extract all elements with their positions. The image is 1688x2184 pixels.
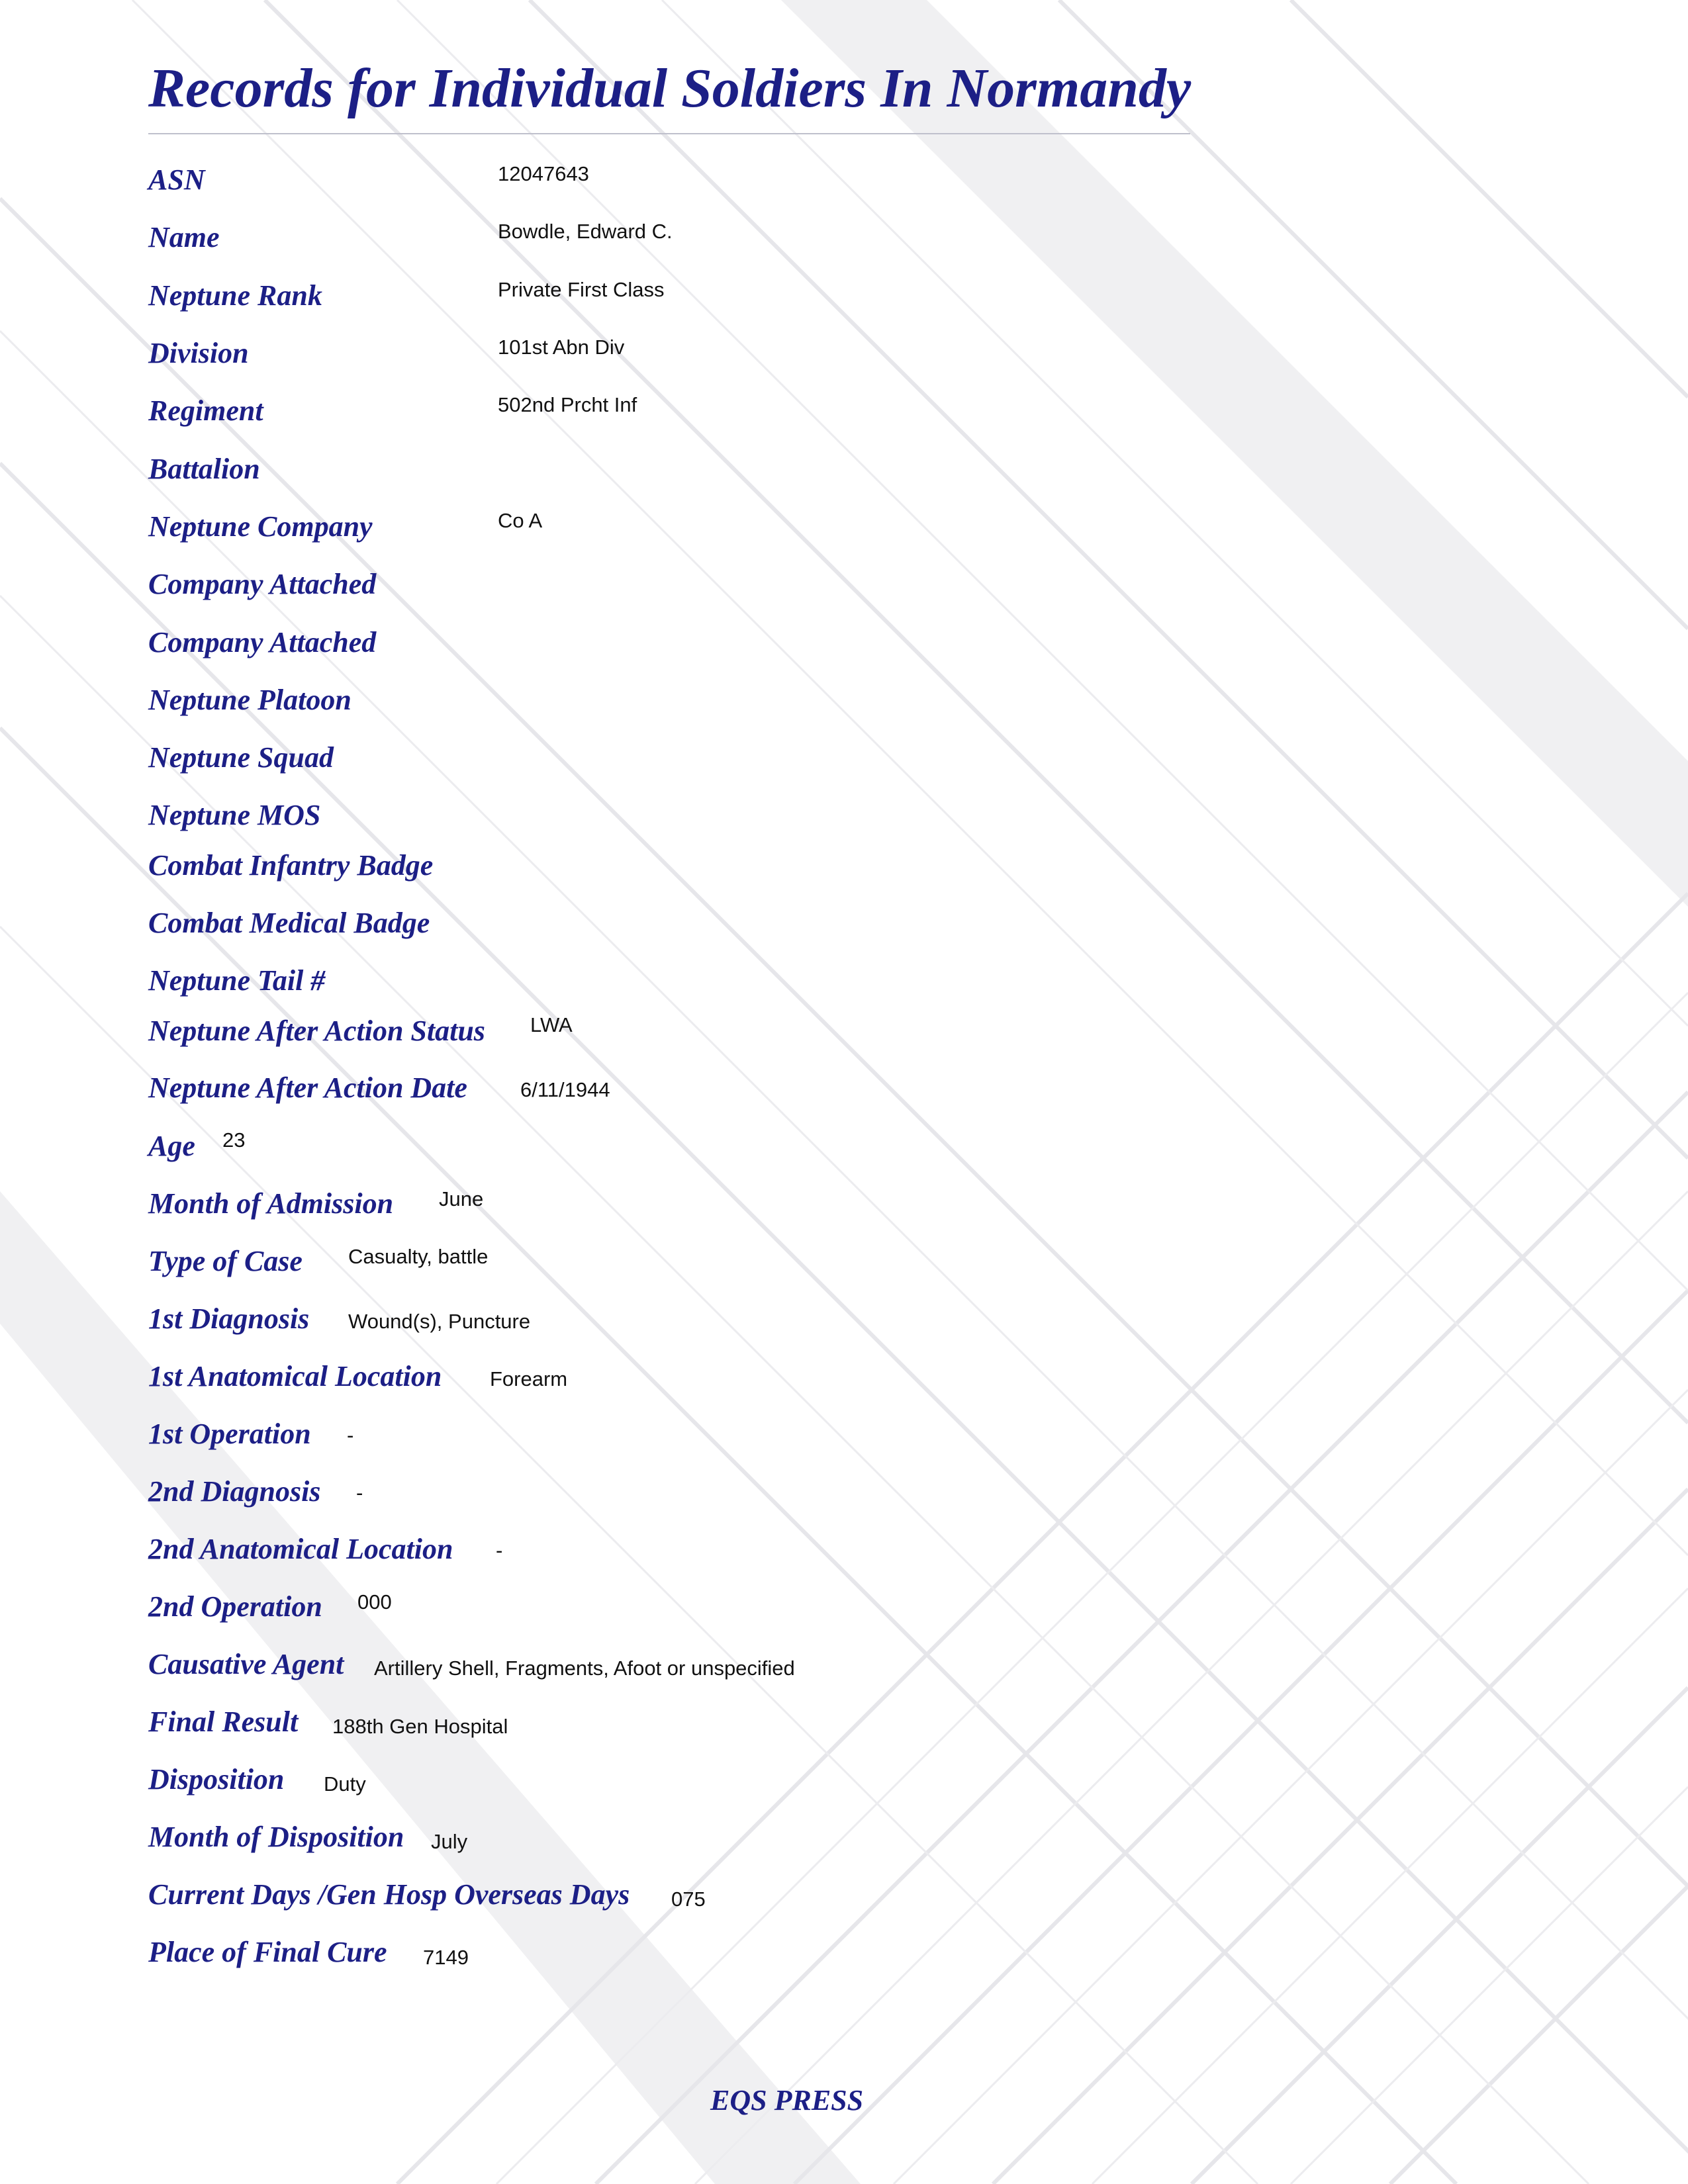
- field-value: 075: [671, 1888, 706, 1911]
- field-label: Current Days /Gen Hosp Overseas Days: [148, 1878, 630, 1911]
- field-label: 1st Anatomical Location: [148, 1360, 442, 1392]
- title-divider: [148, 133, 1190, 134]
- field-value: -: [347, 1424, 354, 1447]
- field-label: Neptune Squad: [148, 741, 334, 774]
- field-label: Regiment: [148, 394, 263, 427]
- field-label: Place of Final Cure: [148, 1936, 387, 1968]
- field-value: 23: [222, 1128, 246, 1152]
- field-value: Artillery Shell, Fragments, Afoot or unspecified: [374, 1657, 795, 1680]
- field-label: Neptune Rank: [148, 279, 322, 312]
- field-label: 1st Operation: [148, 1418, 311, 1450]
- field-label: Neptune Platoon: [148, 684, 352, 716]
- field-value: 12047643: [498, 162, 589, 185]
- field-value: June: [439, 1187, 484, 1210]
- footer-publisher: EQS PRESS: [710, 2084, 864, 2116]
- field-label: Type of Case: [148, 1245, 303, 1277]
- field-value: 188th Gen Hospital: [332, 1715, 508, 1738]
- field-label: Age: [148, 1130, 195, 1162]
- field-label: 1st Diagnosis: [148, 1302, 310, 1335]
- field-value: Wound(s), Puncture: [348, 1310, 531, 1333]
- field-label: Neptune Tail #: [148, 964, 326, 997]
- field-label: Neptune MOS: [148, 799, 321, 831]
- field-label: 2nd Operation: [148, 1590, 322, 1623]
- field-value: 502nd Prcht Inf: [498, 393, 637, 416]
- field-value: Co A: [498, 509, 543, 532]
- field-label: Neptune After Action Date: [148, 1071, 467, 1104]
- field-value: July: [431, 1830, 468, 1853]
- field-label: Month of Disposition: [148, 1821, 404, 1853]
- field-label: Combat Infantry Badge: [148, 849, 434, 882]
- field-label: Final Result: [148, 1706, 299, 1738]
- field-label: Division: [148, 337, 249, 369]
- field-value: 6/11/1944: [520, 1078, 610, 1101]
- field-value: Private First Class: [498, 278, 665, 301]
- field-label: Name: [148, 221, 220, 253]
- page-title: Records for Individual Soldiers In Normandy: [148, 58, 1192, 119]
- field-value: Forearm: [490, 1367, 568, 1390]
- field-value: Duty: [324, 1772, 366, 1796]
- field-label: Neptune Company: [148, 510, 373, 543]
- field-label: 2nd Diagnosis: [148, 1475, 321, 1508]
- field-value: Casualty, battle: [348, 1245, 489, 1268]
- field-label: Company Attached: [148, 626, 377, 659]
- field-label: ASN: [148, 163, 205, 196]
- field-label: Company Attached: [148, 568, 377, 600]
- field-value: -: [496, 1539, 503, 1562]
- field-label: Neptune After Action Status: [148, 1015, 485, 1047]
- field-label: Disposition: [148, 1763, 285, 1796]
- field-label: Causative Agent: [148, 1648, 344, 1680]
- field-label: 2nd Anatomical Location: [148, 1533, 453, 1565]
- field-value: -: [356, 1481, 363, 1504]
- field-label: Combat Medical Badge: [148, 907, 430, 939]
- field-value: LWA: [530, 1013, 573, 1036]
- field-label: Month of Admission: [148, 1187, 394, 1220]
- field-value: 7149: [423, 1946, 469, 1969]
- field-label: Battalion: [148, 453, 260, 485]
- field-value: 101st Abn Div: [498, 336, 625, 359]
- field-value: 000: [357, 1590, 392, 1614]
- field-value: Bowdle, Edward C.: [498, 220, 673, 243]
